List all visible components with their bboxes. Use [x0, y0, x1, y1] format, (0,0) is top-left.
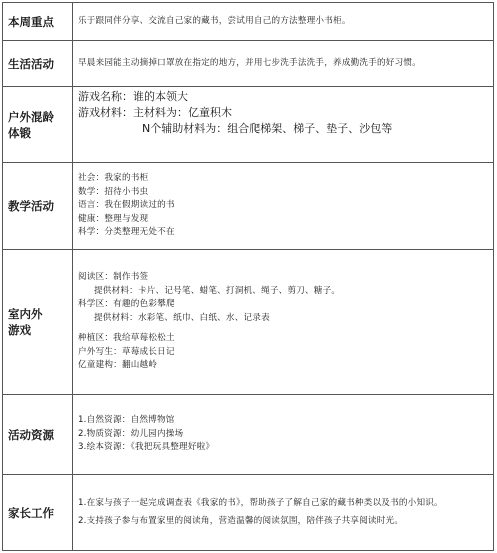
- reading-area-materials: 提供材料：卡片、记号笔、蜡笔、打洞机、绳子、剪刀、糖子。: [94, 285, 341, 296]
- row-indoor-outdoor-games: [3, 250, 494, 395]
- row-activity-resources: [3, 395, 494, 475]
- resource-item: 3.绘本资源：《我把玩具整理好啦》: [78, 442, 215, 453]
- teaching-item: 语言：我在假期读过的书: [78, 200, 175, 211]
- parent-work-item: 1.在家与孩子一起完成调查表《我家的书》，帮助孩子了解自己家的藏书种类以及书的小知识。: [78, 497, 443, 508]
- row-weekly-focus: [3, 3, 494, 41]
- life-activities-label: 生活活动: [3, 41, 73, 87]
- parent-work-label: 家长工作: [3, 475, 73, 551]
- teaching-item: 社会：我家的书柜: [78, 173, 149, 184]
- indoor-outdoor-games-label: [3, 250, 73, 395]
- game-name: 游戏名称：谁的本领大: [78, 90, 188, 103]
- science-area-materials: 提供材料：水彩笔、纸巾、白纸、水、记录表: [94, 312, 270, 323]
- row-teaching-activities: [3, 163, 494, 250]
- planting-area: 种植区：我给草莓松松土: [78, 333, 175, 344]
- game-materials-aux: N个辅助材料为：组合爬梯架、梯子、垫子、沙包等: [142, 122, 393, 135]
- weekly-focus-label: 本周重点: [3, 3, 73, 41]
- outdoor-label-line1: 户外混龄: [8, 109, 54, 124]
- game-materials-main: 游戏材料：主材料为：亿童积木: [78, 106, 232, 119]
- teaching-item: 数学：招待小书虫: [78, 186, 149, 197]
- weekly-focus-text: 乐于跟同伴分享、交流自己家的藏书，尝试用自己的方法整理小书柜。: [78, 15, 351, 26]
- row-life-activities: [3, 41, 494, 87]
- games-label-line2: 游戏: [8, 323, 31, 337]
- row-outdoor-exercise: [3, 87, 494, 163]
- weekly-plan-table: [2, 2, 494, 551]
- activity-resources-label: 活动资源: [3, 395, 73, 475]
- reading-area: 阅读区：制作书签: [78, 272, 149, 283]
- games-label-line1: 室内外: [8, 307, 43, 321]
- construction-area: 亿童建构：翻山越岭: [78, 360, 158, 371]
- spacer: [78, 325, 489, 332]
- outdoor-exercise-label: [3, 87, 73, 163]
- teaching-item: 科学：分类整理无处不在: [78, 227, 175, 238]
- parent-work-item: 2.支持孩子参与布置家里的阅读角，营造温馨的阅读氛围，陪伴孩子共享阅读时光。: [78, 516, 404, 526]
- row-parent-work: [3, 475, 494, 551]
- teaching-activities-label: 教学活动: [3, 163, 73, 250]
- resource-item: 1.自然资源：自然博物馆: [78, 415, 175, 426]
- science-area: 科学区：有趣的色彩攀爬: [78, 299, 175, 310]
- outdoor-label-line2: 体锻: [8, 125, 31, 140]
- outdoor-sketching: 户外写生：草莓成长日记: [78, 346, 175, 357]
- life-activities-text: 早晨来园能主动摘掉口罩放在指定的地方，并用七步洗手法洗手，养成勤洗手的好习惯。: [78, 57, 421, 68]
- teaching-item: 健康：整理与发现: [78, 213, 149, 224]
- resource-item: 2.物质资源：幼儿园内操场: [78, 428, 184, 439]
